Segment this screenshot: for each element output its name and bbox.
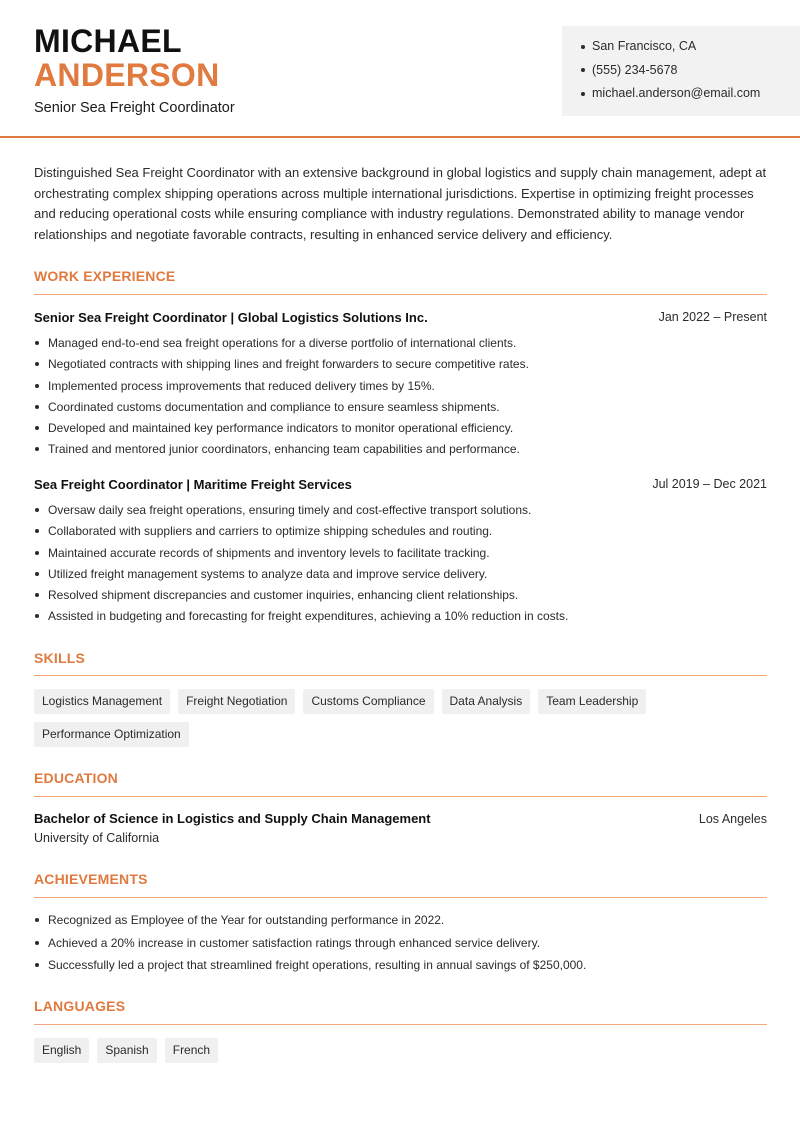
job-bullets: [34, 502, 767, 630]
education-school: University of California: [34, 831, 160, 845]
education-heading: EDUCATION: [34, 770, 118, 786]
list-item: [34, 935, 767, 958]
list-item: [34, 545, 767, 566]
bullet-icon: [35, 384, 39, 388]
bullet-icon: [35, 918, 39, 922]
section-divider: [34, 294, 767, 295]
bullet-icon: [35, 614, 39, 618]
list-item: [34, 441, 767, 462]
job-role: Senior Sea Freight Coordinator | Global Logistics Solutions Inc.: [34, 310, 428, 325]
skills-heading: SKILLS: [34, 650, 85, 666]
bullet-icon: [581, 68, 585, 72]
skill-tag: Customs Compliance: [303, 689, 433, 714]
list-item: [34, 566, 767, 587]
section-divider: [34, 796, 767, 797]
last-name: ANDERSON: [34, 57, 220, 93]
language-tag: French: [165, 1038, 218, 1063]
section-divider: [34, 1024, 767, 1025]
list-item-text: Implemented process improvements that reduced delivery times by 15%.: [48, 378, 435, 393]
skill-tag: Freight Negotiation: [178, 689, 295, 714]
contact-email[interactable]: [580, 85, 800, 109]
language-tag: English: [34, 1038, 89, 1063]
contact-box: [562, 26, 800, 116]
list-item: [34, 420, 767, 441]
professional-summary: Distinguished Sea Freight Coordinator with an extensive background in global logistics and supply chain management, adept at orchestrating complex shipping operations across multiple international jurisdictions. Expertise in optimizing freight processes and reducing operational costs while ensuring compliance with industry regulations. Demonstrated ability to manage vendor relationships and negotiate favorable contracts, resulting in enhanced service delivery and efficiency.: [34, 165, 767, 242]
job-header: [34, 310, 767, 325]
list-item-text: Managed end-to-end sea freight operations for a diverse portfolio of international clients.: [48, 336, 517, 350]
bullet-icon: [35, 362, 39, 366]
achievements-list: [34, 912, 767, 980]
bullet-icon: [35, 341, 39, 345]
list-item: [34, 912, 767, 935]
contact-email-text[interactable]: michael.anderson@email.com: [592, 86, 761, 100]
list-item: [34, 523, 767, 544]
list-item-text: Achieved a 20% increase in customer satisfaction ratings through enhanced service delivery.: [48, 935, 541, 950]
resume-header: [0, 0, 800, 138]
bullet-icon: [581, 45, 585, 49]
skill-tag: Data Analysis: [442, 689, 531, 714]
education-location: Los Angeles: [698, 812, 767, 826]
bullet-icon: [35, 405, 39, 409]
list-item-text: Developed and maintained key performance indicators to monitor operational efficiency.: [48, 421, 514, 436]
contact-phone-text: (555) 234-5678: [592, 62, 678, 77]
bullet-icon: [35, 508, 39, 512]
job-role: Sea Freight Coordinator | Maritime Freight Services: [34, 477, 352, 492]
section-divider: [34, 675, 767, 676]
list-item-text: Collaborated with suppliers and carriers to optimize shipping schedules and routing.: [48, 524, 493, 539]
work-experience-heading: WORK EXPERIENCE: [34, 268, 176, 284]
list-item: [34, 502, 767, 523]
list-item-text: Assisted in budgeting and forecasting for freight expenditures, achieving a 10% reduction in costs.: [48, 609, 569, 624]
languages-heading: LANGUAGES: [34, 998, 126, 1014]
achievements-heading: ACHIEVEMENTS: [34, 871, 148, 887]
bullet-icon: [35, 572, 39, 576]
list-item: [34, 957, 767, 980]
job-dates: Jul 2019 – Dec 2021: [652, 477, 767, 491]
language-tag: Spanish: [97, 1038, 156, 1063]
job-header: [34, 477, 767, 492]
bullet-icon: [581, 92, 585, 96]
skill-tag: Performance Optimization: [34, 722, 189, 747]
list-item: [34, 608, 767, 629]
list-item-text: Trained and mentored junior coordinators, enhancing team capabilities and performance.: [48, 442, 520, 457]
contact-location: [580, 38, 800, 62]
list-item: [34, 335, 767, 356]
list-item-text: Utilized freight management systems to analyze data and improve service delivery.: [48, 566, 488, 581]
bullet-icon: [35, 941, 39, 945]
education-degree: Bachelor of Science in Logistics and Supply Chain Management: [34, 811, 431, 826]
skills-list: [34, 689, 774, 747]
bullet-icon: [35, 551, 39, 555]
list-item-text: Maintained accurate records of shipments and inventory levels to facilitate tracking.: [48, 545, 490, 560]
list-item: [34, 399, 767, 420]
list-item-text: Resolved shipment discrepancies and customer inquiries, enhancing client relationships.: [48, 588, 519, 603]
section-divider: [34, 897, 767, 898]
list-item: [34, 356, 767, 377]
list-item-text: Successfully led a project that streamlined freight operations, resulting in annual savings of $250,000.: [48, 958, 587, 972]
bullet-icon: [35, 426, 39, 430]
bullet-icon: [35, 963, 39, 967]
skill-tag: Team Leadership: [538, 689, 646, 714]
list-item-text: Recognized as Employee of the Year for outstanding performance in 2022.: [48, 913, 445, 927]
list-item-text: Negotiated contracts with shipping lines and freight forwarders to secure competitive rates.: [48, 357, 529, 372]
job-title: Senior Sea Freight Coordinator: [34, 100, 235, 116]
list-item: [34, 587, 767, 608]
list-item-text: Coordinated customs documentation and compliance to ensure seamless shipments.: [48, 399, 500, 414]
bullet-icon: [35, 529, 39, 533]
languages-list: [34, 1038, 774, 1063]
list-item: [34, 378, 767, 399]
skill-tag: Logistics Management: [34, 689, 170, 714]
first-name: MICHAEL: [34, 23, 182, 59]
list-item-text: Oversaw daily sea freight operations, ensuring timely and cost-effective transport solutions.: [48, 503, 532, 517]
contact-phone: [580, 62, 800, 86]
contact-location-text: San Francisco, CA: [592, 39, 697, 53]
job-dates: Jan 2022 – Present: [658, 310, 767, 324]
bullet-icon: [35, 447, 39, 451]
bullet-icon: [35, 593, 39, 597]
job-bullets: [34, 335, 767, 463]
